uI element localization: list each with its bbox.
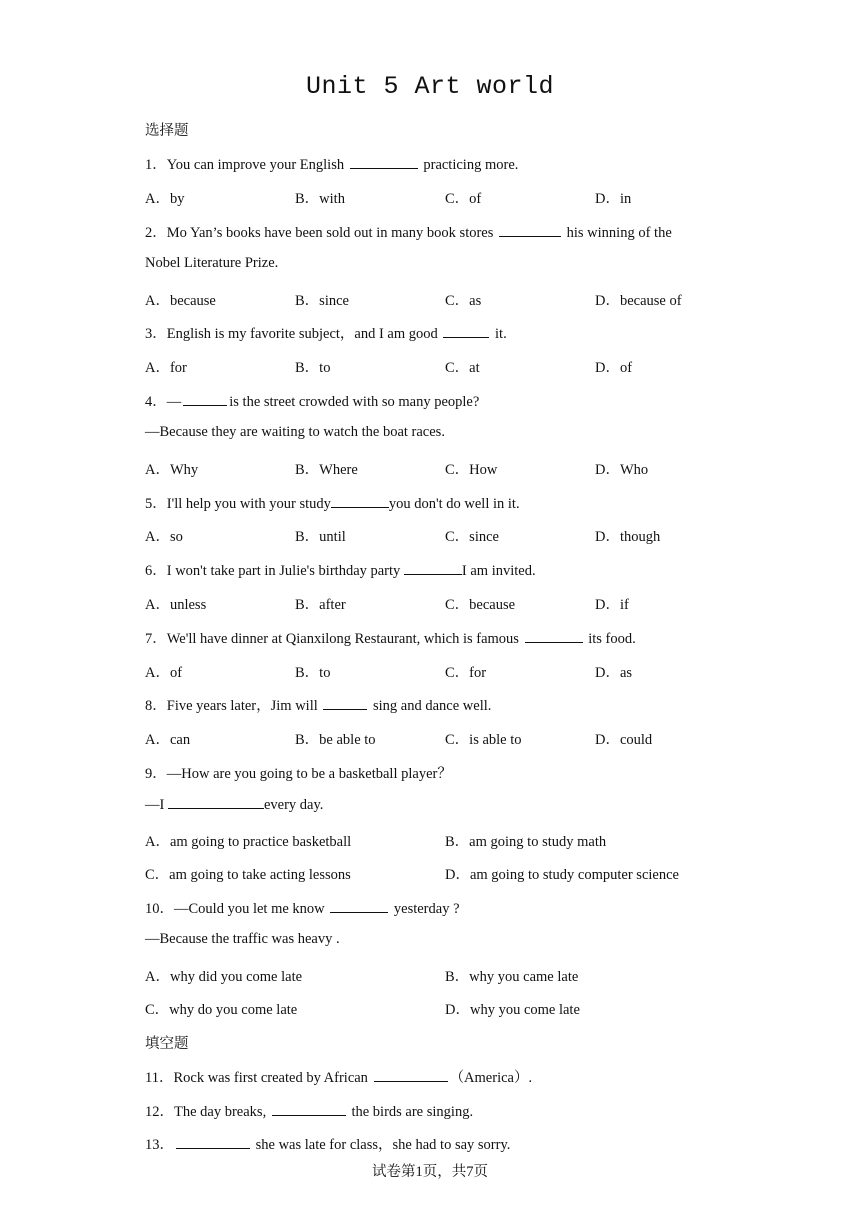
option-a[interactable]: A．can <box>145 732 191 748</box>
question-4-continued: —Because they are waiting to watch the boat races. <box>145 424 445 440</box>
option-c[interactable]: C．of <box>445 191 482 207</box>
option-b[interactable]: B．why you came late <box>445 969 579 985</box>
option-b[interactable]: B．until <box>295 529 346 545</box>
question-2-continued: Nobel Literature Prize. <box>145 255 279 271</box>
question-number: 4． <box>145 394 167 410</box>
question-text: — <box>166 394 182 410</box>
question-number: 6． <box>145 563 167 579</box>
question-text: The day breaks, <box>174 1104 270 1120</box>
option-b[interactable]: B．be able to <box>295 732 376 748</box>
question-number: 5． <box>145 496 167 512</box>
option-d[interactable]: D．though <box>595 529 661 545</box>
question-text: every day. <box>263 797 324 813</box>
option-a[interactable]: A．so <box>145 529 183 545</box>
option-d[interactable]: D．could <box>595 732 653 748</box>
question-text: his winning of the <box>563 225 672 241</box>
question-text: I am invited. <box>461 563 536 579</box>
option-c[interactable]: C．as <box>445 293 482 309</box>
option-b[interactable]: B．with <box>295 191 345 207</box>
answer-blank[interactable] <box>176 1136 250 1149</box>
question-11 <box>145 1066 532 1087</box>
option-a[interactable]: A．am going to practice basketball <box>145 834 352 850</box>
answer-blank <box>499 224 561 237</box>
question-number: 2． <box>145 225 167 241</box>
question-number: 11． <box>145 1070 174 1086</box>
answer-blank <box>330 900 388 913</box>
question-12 <box>145 1100 473 1121</box>
question-number: 10． <box>145 901 174 917</box>
option-c[interactable]: C．is able to <box>445 732 522 748</box>
question-text: （America）. <box>449 1070 533 1086</box>
answer-blank <box>168 796 264 809</box>
question-text: is the street crowded with so many people? <box>229 394 480 410</box>
question-text: —Could you let me know <box>174 901 329 917</box>
question-text: yesterday ? <box>390 901 460 917</box>
page-title: Unit 5 Art world <box>305 72 555 101</box>
option-c[interactable]: C．why do you come late <box>145 1002 298 1018</box>
option-d[interactable]: D．as <box>595 665 633 681</box>
option-c[interactable]: C．am going to take acting lessons <box>145 867 351 883</box>
question-text: We'll have dinner at Qianxilong Restaurant, which is famous <box>166 631 523 647</box>
question-text: English is my favorite subject，and I am good <box>166 326 442 342</box>
option-b[interactable]: B．to <box>295 665 331 681</box>
question-text: I'll help you with your study <box>166 496 331 512</box>
question-number: 7． <box>145 631 167 647</box>
question-5 <box>145 492 520 513</box>
answer-blank <box>525 630 583 643</box>
question-3 <box>145 322 507 343</box>
question-number: 3． <box>145 326 167 342</box>
option-a[interactable]: A．why did you come late <box>145 969 303 985</box>
question-8 <box>145 694 491 715</box>
option-d[interactable]: D．if <box>595 597 629 613</box>
answer-blank <box>323 697 367 710</box>
question-text: you don't do well in it. <box>388 496 520 512</box>
option-c[interactable]: C．because <box>445 597 516 613</box>
option-c[interactable]: C．at <box>445 360 480 376</box>
question-text: its food. <box>584 631 636 647</box>
answer-blank[interactable] <box>272 1103 346 1116</box>
answer-blank[interactable] <box>374 1069 448 1082</box>
option-b[interactable]: B．to <box>295 360 331 376</box>
question-text: Five years later，Jim will <box>166 698 322 714</box>
question-text: —I <box>145 797 168 813</box>
option-a[interactable]: A．unless <box>145 597 207 613</box>
question-13 <box>145 1133 510 1154</box>
question-7 <box>145 627 636 648</box>
question-9 <box>145 762 452 783</box>
section-heading-fill: 填空题 <box>145 1036 189 1052</box>
question-number: 12． <box>145 1104 174 1120</box>
question-number: 1． <box>145 157 167 173</box>
question-text: —How are you going to be a basketball player？ <box>166 766 452 782</box>
option-d[interactable]: D．Who <box>595 462 649 478</box>
question-text: the birds are singing. <box>347 1104 474 1120</box>
question-text: Rock was first created by African <box>173 1070 372 1086</box>
option-b[interactable]: B．since <box>295 293 349 309</box>
question-text: Mo Yan’s books have been sold out in many book stores <box>166 225 498 241</box>
option-b[interactable]: B．am going to study math <box>445 834 607 850</box>
answer-blank <box>331 495 389 508</box>
question-4 <box>145 390 479 411</box>
page-footer: 试卷第1页，共7页 <box>372 1164 488 1180</box>
option-a[interactable]: A．by <box>145 191 185 207</box>
question-number: 8． <box>145 698 167 714</box>
question-9-continued <box>145 796 323 814</box>
option-c[interactable]: C．for <box>445 665 487 681</box>
option-b[interactable]: B．Where <box>295 462 358 478</box>
question-text: You can improve your English <box>166 157 348 173</box>
answer-blank <box>183 393 227 406</box>
option-c[interactable]: C．How <box>445 462 498 478</box>
question-10-continued: —Because the traffic was heavy . <box>145 931 340 947</box>
option-c[interactable]: C．since <box>445 529 499 545</box>
question-text: practicing more. <box>419 157 519 173</box>
question-number: 13． <box>145 1137 174 1153</box>
option-d[interactable]: D．because of <box>595 293 682 309</box>
question-1 <box>145 153 518 174</box>
option-b[interactable]: B．after <box>295 597 346 613</box>
answer-blank <box>350 156 418 169</box>
option-a[interactable]: A．for <box>145 360 187 376</box>
question-6 <box>145 559 536 580</box>
question-2 <box>145 221 672 242</box>
question-text: I won't take part in Julie's birthday party <box>166 563 404 579</box>
question-text: it. <box>491 326 507 342</box>
option-d[interactable]: D．why you come late <box>445 1002 580 1018</box>
option-a[interactable]: A．of <box>145 665 183 681</box>
answer-blank <box>404 562 462 575</box>
option-a[interactable]: A．Why <box>145 462 199 478</box>
option-a[interactable]: A．because <box>145 293 216 309</box>
question-text: sing and dance well. <box>369 698 492 714</box>
question-text: she was late for class，she had to say sorry. <box>252 1137 511 1153</box>
question-10 <box>145 897 460 918</box>
option-d[interactable]: D．in <box>595 191 632 207</box>
answer-blank <box>443 325 489 338</box>
section-heading-choice: 选择题 <box>145 123 189 139</box>
question-number: 9． <box>145 766 167 782</box>
option-d[interactable]: D．of <box>595 360 633 376</box>
option-d[interactable]: D．am going to study computer science <box>445 867 679 883</box>
